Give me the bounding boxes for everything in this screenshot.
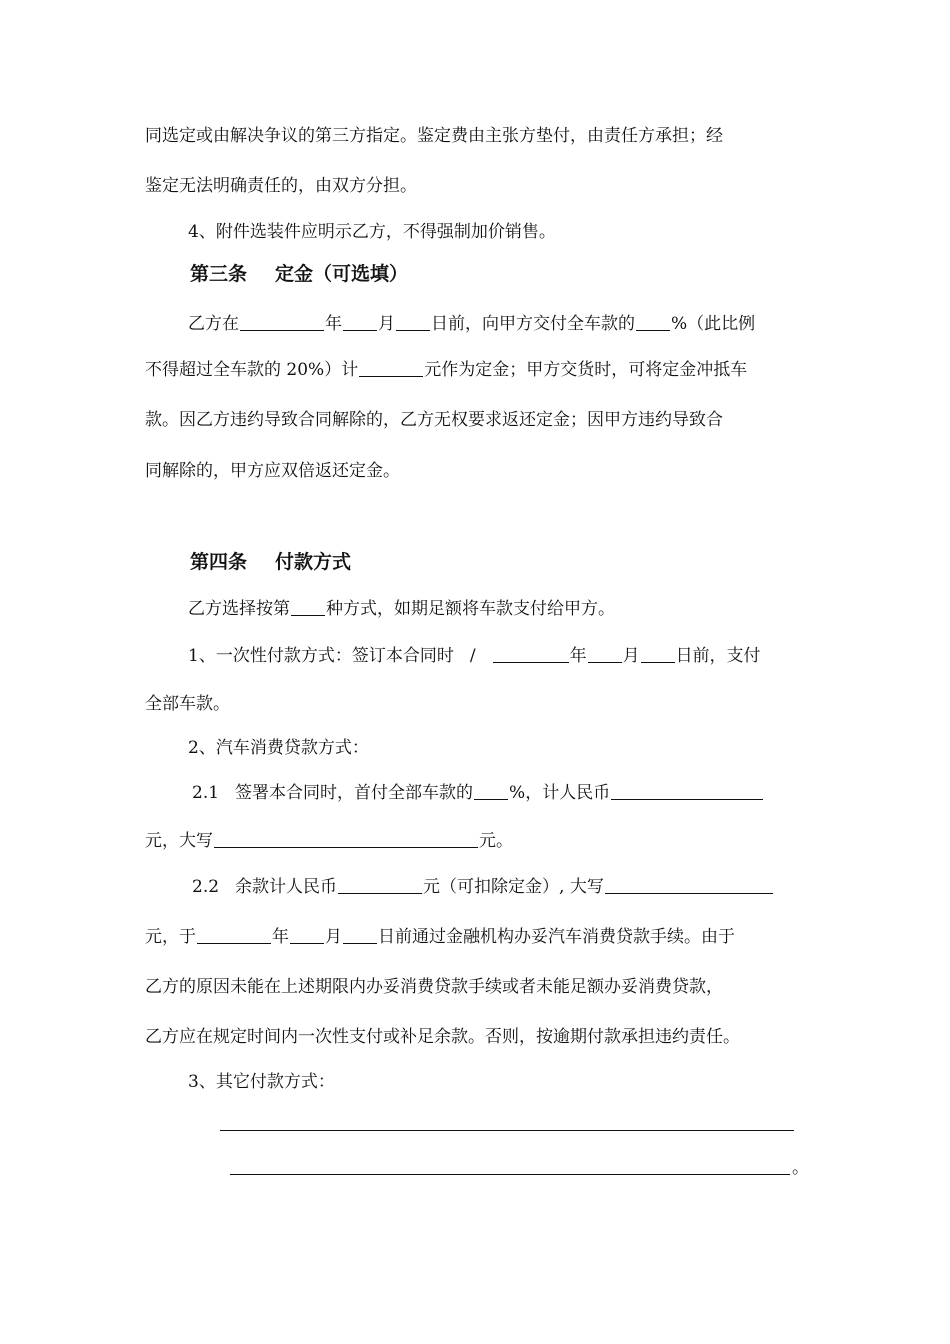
payment-method-2-2-line-2: 元，于 年 月 日前通过金融机构办妥汽车消费贷款手续。由于 [145,927,735,947]
blank-field [291,597,325,616]
blank-field [240,312,324,331]
payment-intro: 乙方选择按第 种方式，如期足额将车款支付给甲方。 [188,599,615,619]
blank-field [493,644,569,663]
article-number: 第三条 [190,263,248,285]
deposit-line-2: 不得超过全车款的 20%）计 元作为定金；甲方交货时，可将定金冲抵车 [145,360,748,380]
blank-field [359,358,423,377]
blank-field [611,781,763,800]
paragraph-line: 鉴定无法明确责任的，由双方分担。 [145,176,417,196]
payment-method-2-2-line-4: 乙方应在规定时间内一次性支付或补足余款。否则，按逾期付款承担违约责任。 [145,1027,740,1047]
blank-field [605,875,773,894]
article-title: 付款方式 [275,551,352,573]
blank-field [214,829,478,848]
closing-period: 。 [792,1158,809,1178]
article-4-heading [190,547,850,577]
clause-4-accessories: 4、附件选装件应明示乙方，不得强制加价销售。 [188,222,556,242]
payment-method-2-2-line-3: 乙方的原因未能在上述期限内办妥消费贷款手续或者未能足额办妥消费贷款， [145,977,723,997]
blank-field [636,312,670,331]
blank-line [230,1174,790,1175]
blank-field [641,644,675,663]
deposit-line-1: 乙方在 年 月 日前，向甲方交付全车款的 %（此比例 [188,314,756,334]
blank-field [290,925,324,944]
payment-method-1: 1、一次性付款方式：签订本合同时 / 年 月 日前，支付 [188,646,761,666]
payment-method-2-1: 2.1 签署本合同时，首付全部车款的 %，计人民币 [192,778,809,808]
article-title: 定金（可选填） [275,263,409,285]
article-number: 第四条 [190,551,248,573]
payment-method-2: 2、汽车消费贷款方式： [188,738,369,758]
deposit-line-4: 同解除的，甲方应双倍返还定金。 [145,461,400,481]
blank-field [588,644,622,663]
blank-field [396,312,430,331]
blank-field [197,925,271,944]
blank-field [343,312,377,331]
payment-method-2-1-cont: 元，大写 元。 [145,831,513,851]
blank-field [343,925,377,944]
blank-field [474,781,508,800]
payment-method-2-2: 2.2 余款计人民币 元（可扣除定金）, 大写 [192,872,809,902]
payment-method-1-cont: 全部车款。 [145,694,230,714]
paragraph-line: 同选定或由解决争议的第三方指定。鉴定费由主张方垫付，由责任方承担；经 [145,126,723,146]
blank-field [338,875,422,894]
payment-method-3: 3、其它付款方式： [188,1072,335,1092]
blank-line [220,1130,794,1131]
deposit-line-3: 款。因乙方违约导致合同解除的，乙方无权要求返还定金；因甲方违约导致合 [145,410,723,430]
article-3-heading [190,259,850,289]
